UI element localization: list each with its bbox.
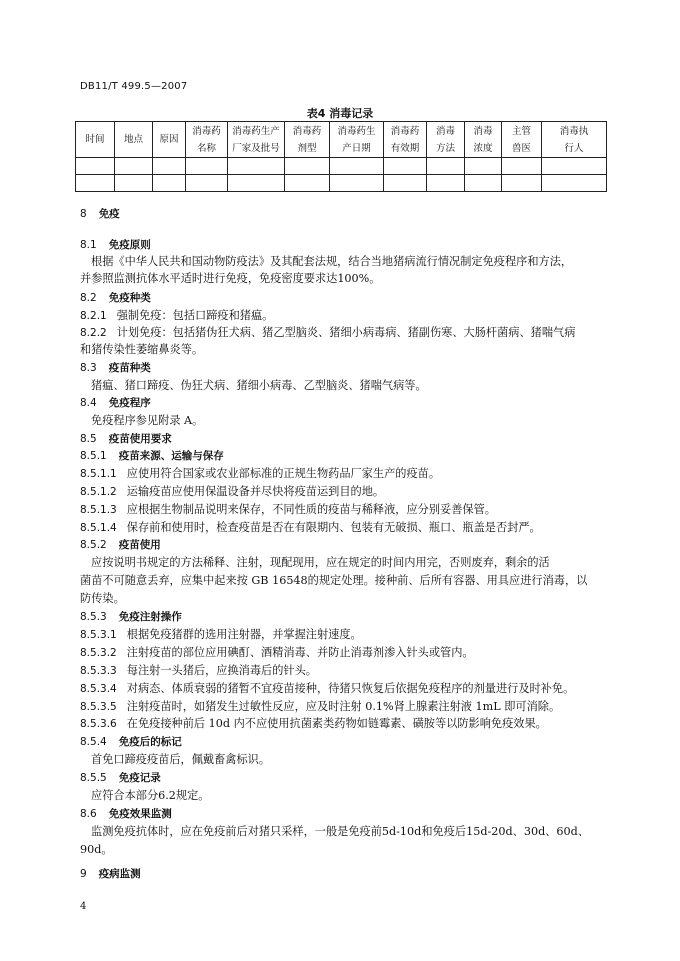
paragraph-line: 猪瘟、猪口蹄疫、伪狂犬病、猪细小病毒、乙型脑炎、猪喘气病等。 — [91, 379, 427, 392]
table-header-text: 主管 — [511, 125, 531, 137]
table-cell — [115, 175, 153, 192]
disinfection-record-table — [75, 121, 607, 192]
paragraph-line: 应符合本部分6.2规定。 — [91, 789, 210, 802]
table-cell — [228, 175, 285, 192]
table-header-cell — [153, 122, 186, 158]
table-header-text: 原因 — [159, 134, 179, 145]
paragraph-line: 菌苗不可随意丢弃，应集中起来按 GB 16548的规定处理。接种前、后所有容器、用具应进行消毒，以 — [80, 574, 588, 587]
clause-number: 8.5.3.5 — [80, 701, 117, 713]
table-header-text: 消毒药 — [390, 125, 420, 137]
clause-item — [80, 717, 547, 731]
table-header-text: 剂型 — [297, 142, 317, 154]
clause-item — [80, 646, 474, 660]
clause-item — [80, 309, 273, 323]
clause-number: 8.5.3.4 — [80, 683, 117, 695]
table-cell — [465, 158, 502, 175]
clause-text: 强制免疫：包括口蹄疫和猪瘟。 — [116, 309, 274, 322]
section-heading — [80, 449, 224, 463]
section-heading — [80, 610, 182, 624]
table-header-text: 消毒药生 — [337, 125, 376, 137]
section-title: 疫苗使用 — [118, 539, 161, 551]
section-heading — [80, 735, 182, 749]
table-header-text: 消毒执 — [559, 125, 589, 137]
table-header-cell — [465, 122, 502, 158]
clause-text: 根据免疫猪群的选用注射器，并掌握注射速度。 — [126, 628, 362, 641]
table-header-cell — [384, 122, 427, 158]
table-cell — [228, 158, 285, 175]
table-cell — [186, 158, 228, 175]
section-number: 8.1 — [80, 239, 97, 251]
table-cell — [427, 175, 465, 192]
clause-text: 运输疫苗应使用保温设备并尽快将疫苗运到目的地。 — [126, 485, 385, 498]
section-title: 免疫后的标记 — [118, 736, 182, 748]
clause-item — [80, 700, 560, 714]
section-number: 8.5.4 — [80, 736, 107, 748]
section-number: 8.2 — [80, 292, 97, 304]
table-header-text: 兽医 — [511, 142, 531, 154]
clause-text: 应使用符合国家或农业部标准的正规生物药品厂家生产的疫苗。 — [126, 467, 441, 480]
table-cell — [153, 175, 186, 192]
section-title: 免疫程序 — [108, 397, 151, 409]
table-row — [76, 175, 607, 192]
table-header-cell — [228, 122, 285, 158]
section-heading — [80, 291, 151, 305]
section-title: 免疫种类 — [108, 292, 151, 304]
table-cell — [502, 158, 542, 175]
table-cell — [542, 175, 607, 192]
clause-text: 对病态、体质衰弱的猪暂不宜疫苗接种，待猪只恢复后依据免疫程序的剂量进行及时补免。 — [126, 682, 575, 695]
table-row — [76, 158, 607, 175]
table-cell — [330, 158, 384, 175]
table-header-text: 消毒药 — [192, 125, 221, 137]
clause-number: 8.2.2 — [80, 327, 107, 339]
document-header: DB11/T 499.5—2007 — [80, 81, 188, 92]
table-header-text: 时间 — [85, 134, 105, 145]
clause-number: 8.5.3.6 — [80, 718, 117, 730]
page-number: 4 — [80, 901, 87, 912]
section-number: 8.3 — [80, 362, 97, 374]
clause-text: 计划免疫：包括猪伪狂犬病、猪乙型脑炎、猪细小病毒病、猪副伤寒、大肠杆菌病、猪喘气病 — [116, 326, 576, 339]
section-heading — [80, 538, 161, 552]
paragraph-line: 首免口蹄疫疫苗后，佩戴畜禽标识。 — [91, 753, 271, 766]
table-cell — [76, 158, 115, 175]
paragraph-line: 应按说明书规定的方法稀释、注射，现配现用，应在规定的时间内用完，否则废弃，剩余的活 — [91, 556, 550, 569]
table-header-text: 消毒 — [473, 125, 493, 137]
section-title: 疫苗使用要求 — [108, 433, 172, 445]
section-heading — [80, 207, 120, 221]
section-number: 8.5.1 — [80, 450, 107, 462]
table-header-text: 名称 — [196, 142, 216, 154]
clause-number: 8.2.1 — [80, 310, 107, 322]
clause-text: 每注射一头猪后，应换消毒后的针头。 — [126, 664, 317, 677]
table-header-row — [76, 122, 607, 158]
clause-text: 注射疫苗的部位应用碘酊、酒精消毒、并防止消毒剂渗入针头或管内。 — [126, 646, 474, 659]
clause-item — [80, 521, 541, 535]
paragraph-line: 根据《中华人民共和国动物防疫法》及其配套法规，结合当地猪病流行情况制定免疫程序和方法， — [91, 255, 573, 268]
clause-item — [80, 503, 496, 517]
table-header-cell — [330, 122, 384, 158]
section-title: 免疫效果监测 — [108, 808, 172, 820]
table-cell — [285, 158, 330, 175]
section-heading — [80, 771, 161, 785]
section-heading — [80, 867, 141, 881]
section-title: 免疫记录 — [118, 772, 161, 784]
table-cell — [384, 158, 427, 175]
table-header-text: 地点 — [123, 134, 143, 145]
table-header-text: 有效期 — [390, 142, 420, 154]
table-header-cell — [285, 122, 330, 158]
table-cell — [115, 158, 153, 175]
section-title: 免疫注射操作 — [118, 611, 182, 623]
section-title: 疫病监测 — [98, 868, 141, 880]
section-number: 8.5.3 — [80, 611, 107, 623]
table-header-cell — [427, 122, 465, 158]
clause-item — [80, 628, 362, 642]
paragraph-line: 并参照监测抗体水平适时进行免疫，免疫密度要求达100%。 — [80, 272, 381, 285]
clause-number: 8.5.3.1 — [80, 629, 117, 641]
paragraph-line: 防传染。 — [80, 592, 125, 605]
table-cell — [542, 158, 607, 175]
table-header-cell — [502, 122, 542, 158]
section-title: 疫苗来源、运输与保存 — [118, 450, 224, 462]
clause-number: 8.5.1.4 — [80, 522, 117, 534]
section-heading — [80, 361, 151, 375]
table-header-text: 产日期 — [342, 142, 371, 154]
clause-number: 8.5.1.3 — [80, 504, 117, 516]
clause-item — [80, 326, 575, 340]
table-cell — [285, 175, 330, 192]
clause-item — [80, 682, 574, 696]
clause-text: 保存前和使用时，检查疫苗是否在有限期内、包装有无破损、瓶口、瓶盖是否封严。 — [126, 521, 541, 534]
clause-text: 注射疫苗时，如猪发生过敏性反应，应及时注射 0.1%肾上腺素注射液 1mL 即可消除。 — [126, 700, 561, 713]
section-heading — [80, 396, 151, 410]
table-cell — [427, 158, 465, 175]
clause-text: 在免疫接种前后 10d 内不应使用抗菌素类药物如链霉素、磺胺等以防影响免疫效果。 — [126, 717, 547, 730]
table-header-text: 方法 — [435, 142, 455, 154]
clause-item — [80, 664, 317, 678]
clause-number: 8.5.1.1 — [80, 468, 117, 480]
clause-number: 8.5.3.2 — [80, 647, 117, 659]
table-cell — [465, 175, 502, 192]
table-header-text: 消毒药生产 — [232, 125, 280, 137]
section-heading — [80, 807, 172, 821]
table-cell — [76, 175, 115, 192]
section-number: 8.4 — [80, 397, 97, 409]
table-caption: 表4 消毒记录 — [306, 107, 374, 120]
table-header-text: 行人 — [564, 142, 584, 154]
section-heading — [80, 432, 172, 446]
table-cell — [384, 175, 427, 192]
section-title: 免疫 — [98, 208, 120, 220]
table-header-cell — [186, 122, 228, 158]
table-header-text: 厂家及批号 — [232, 142, 280, 154]
paragraph-line: 免疫程序参见附录 A。 — [91, 414, 204, 427]
table-header-cell — [115, 122, 153, 158]
section-title: 疫苗种类 — [108, 362, 151, 374]
section-number: 8 — [80, 208, 87, 220]
table-header-cell — [76, 122, 115, 158]
section-number: 8.5 — [80, 433, 97, 445]
clause-item — [80, 467, 440, 481]
clause-number: 8.5.3.3 — [80, 665, 117, 677]
section-number: 8.6 — [80, 808, 97, 820]
section-title: 免疫原则 — [108, 239, 151, 251]
paragraph-line: 和猪传染性萎缩鼻炎等。 — [80, 343, 204, 356]
table-cell — [502, 175, 542, 192]
table-header-text: 消毒 — [435, 125, 455, 137]
section-number: 8.5.2 — [80, 539, 107, 551]
table-header-text: 消毒药 — [292, 125, 322, 137]
paragraph-line: 监测免疫抗体时，应在免疫前后对猪只采样，一般是免疫前5d-10d和免疫后15d-20d、30d、60d、 — [91, 825, 590, 838]
paragraph-line: 90d。 — [80, 843, 113, 856]
table-header-text: 浓度 — [473, 142, 493, 154]
section-heading — [80, 238, 151, 252]
table-cell — [330, 175, 384, 192]
clause-number: 8.5.1.2 — [80, 486, 117, 498]
clause-item — [80, 485, 384, 499]
table-cell — [153, 158, 186, 175]
clause-text: 应根据生物制品说明来保存，不同性质的疫苗与稀释液，应分别妥善保管。 — [126, 503, 496, 516]
table-header-cell — [542, 122, 607, 158]
table-cell — [186, 175, 228, 192]
section-number: 8.5.5 — [80, 772, 107, 784]
section-number: 9 — [80, 868, 87, 880]
